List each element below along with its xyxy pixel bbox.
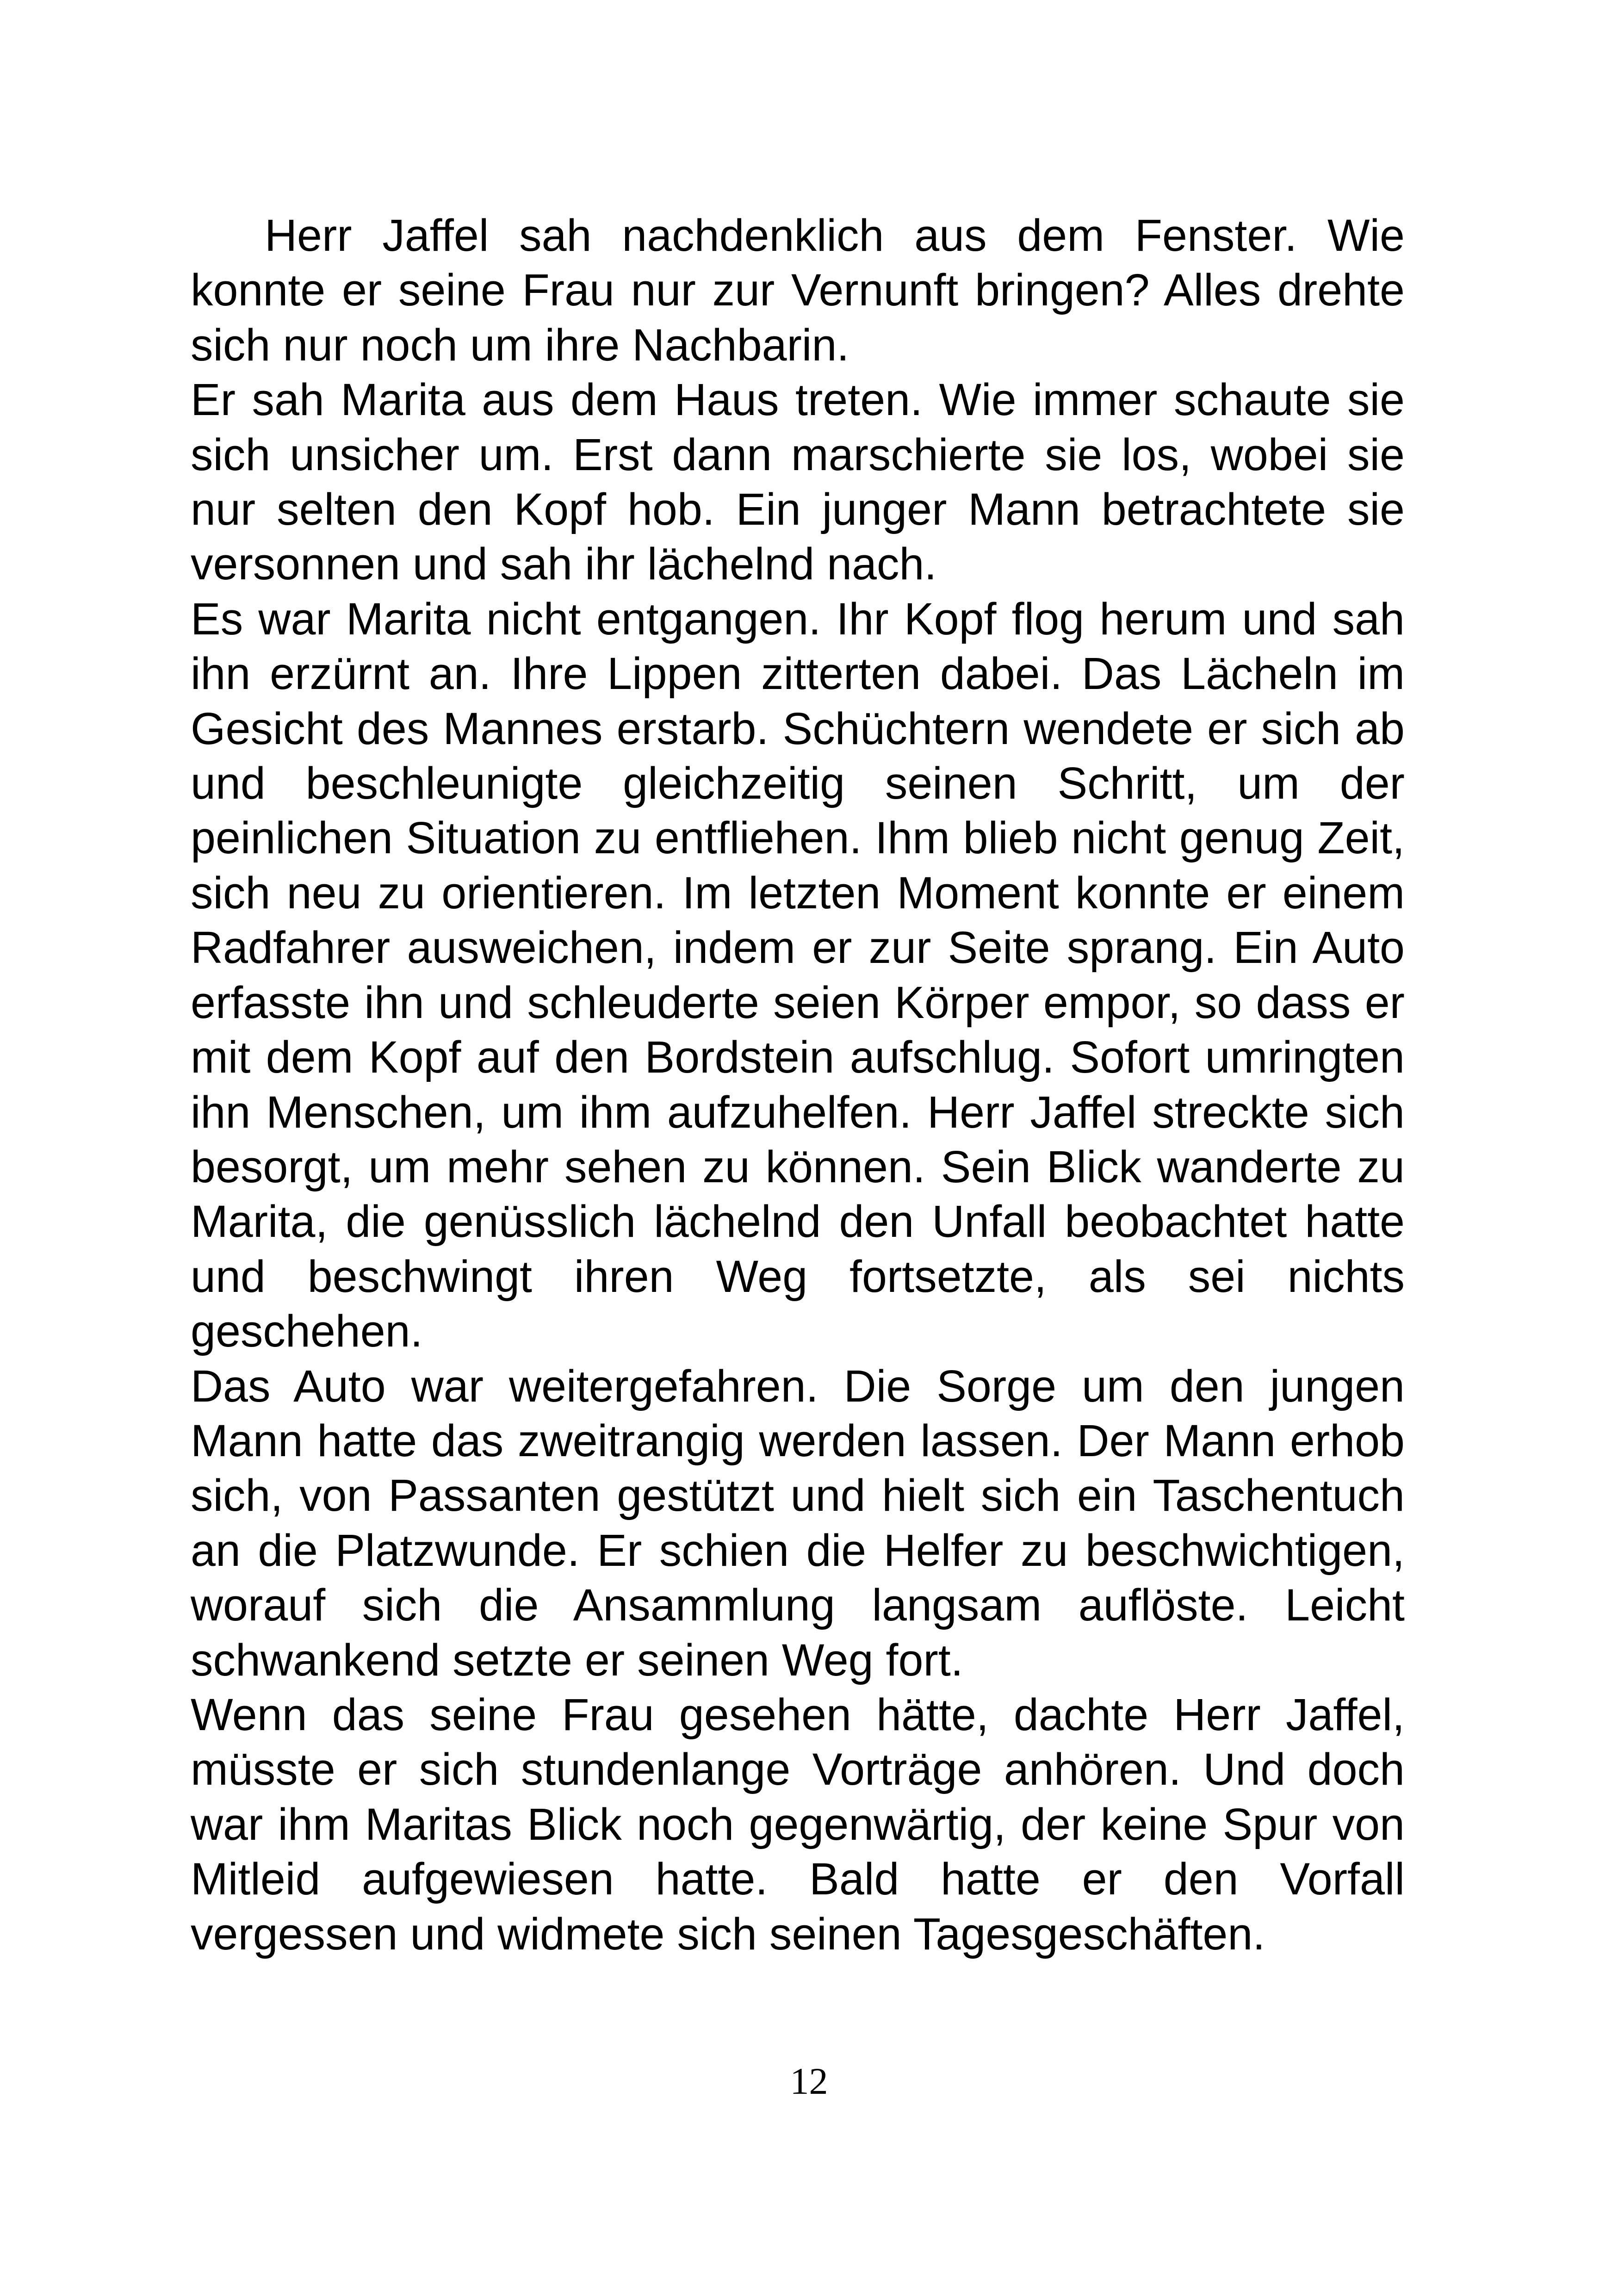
- paragraph: Es war Marita nicht entgangen. Ihr Kopf flog herum und sah ihn erzürnt an. Ihre Lippen zitterten dabei. Das Lächeln im Gesicht des Mannes erstarb. Schüchtern wendete er sich ab und beschleunigte gleichzeitig seinen Schritt, um der peinlichen Situation zu entfliehen. Ihm blieb nicht genug Zeit, sich neu zu orientieren. Im letzten Moment konnte er einem Radfahrer ausweichen, indem er zur Seite sprang. Ein Auto erfasste ihn und schleuderte seien Körper empor, so dass er mit dem Kopf auf den Bordstein aufschlug. Sofort umringten ihn Menschen, um ihm aufzuhelfen. Herr Jaffel streckte sich besorgt, um mehr sehen zu können. Sein Blick wanderte zu Marita, die genüsslich lächelnd den Unfall beobachtet hatte und beschwingt ihren Weg fortsetzte, als sei nichts geschehen.: [191, 593, 1405, 1357]
- body-text: [191, 208, 1405, 1961]
- paragraph: Wenn das seine Frau gesehen hätte, dachte Herr Jaffel, müsste er sich stundenlange Vorträge anhören. Und doch war ihm Maritas Blick noch gegenwärtig, der keine Spur von Mitleid aufgewiesen hatte. Bald hatte er den Vorfall vergessen und widmete sich seinen Tagesgeschäften.: [191, 1689, 1405, 1959]
- paragraph: Das Auto war weitergefahren. Die Sorge um den jungen Mann hatte das zweitrangig werden lassen. Der Mann erhob sich, von Passanten gestützt und hielt sich ein Taschentuch an die Platzwunde. Er schien die Helfer zu beschwichtigen, worauf sich die Ansammlung langsam auflöste. Leicht schwankend setzte er seinen Weg fort.: [191, 1360, 1405, 1685]
- paragraph: Herr Jaffel sah nachdenklich aus dem Fenster. Wie konnte er seine Frau nur zur Vernunft bringen? Alles drehte sich nur noch um ihre Nachbarin.: [191, 210, 1405, 370]
- paragraph: Er sah Marita aus dem Haus treten. Wie immer schaute sie sich unsicher um. Erst dann marschierte sie los, wobei sie nur selten den Kopf hob. Ein junger Mann betrachtete sie versonnen und sah ihr lächelnd nach.: [191, 374, 1405, 590]
- page-number: 12: [790, 2060, 828, 2102]
